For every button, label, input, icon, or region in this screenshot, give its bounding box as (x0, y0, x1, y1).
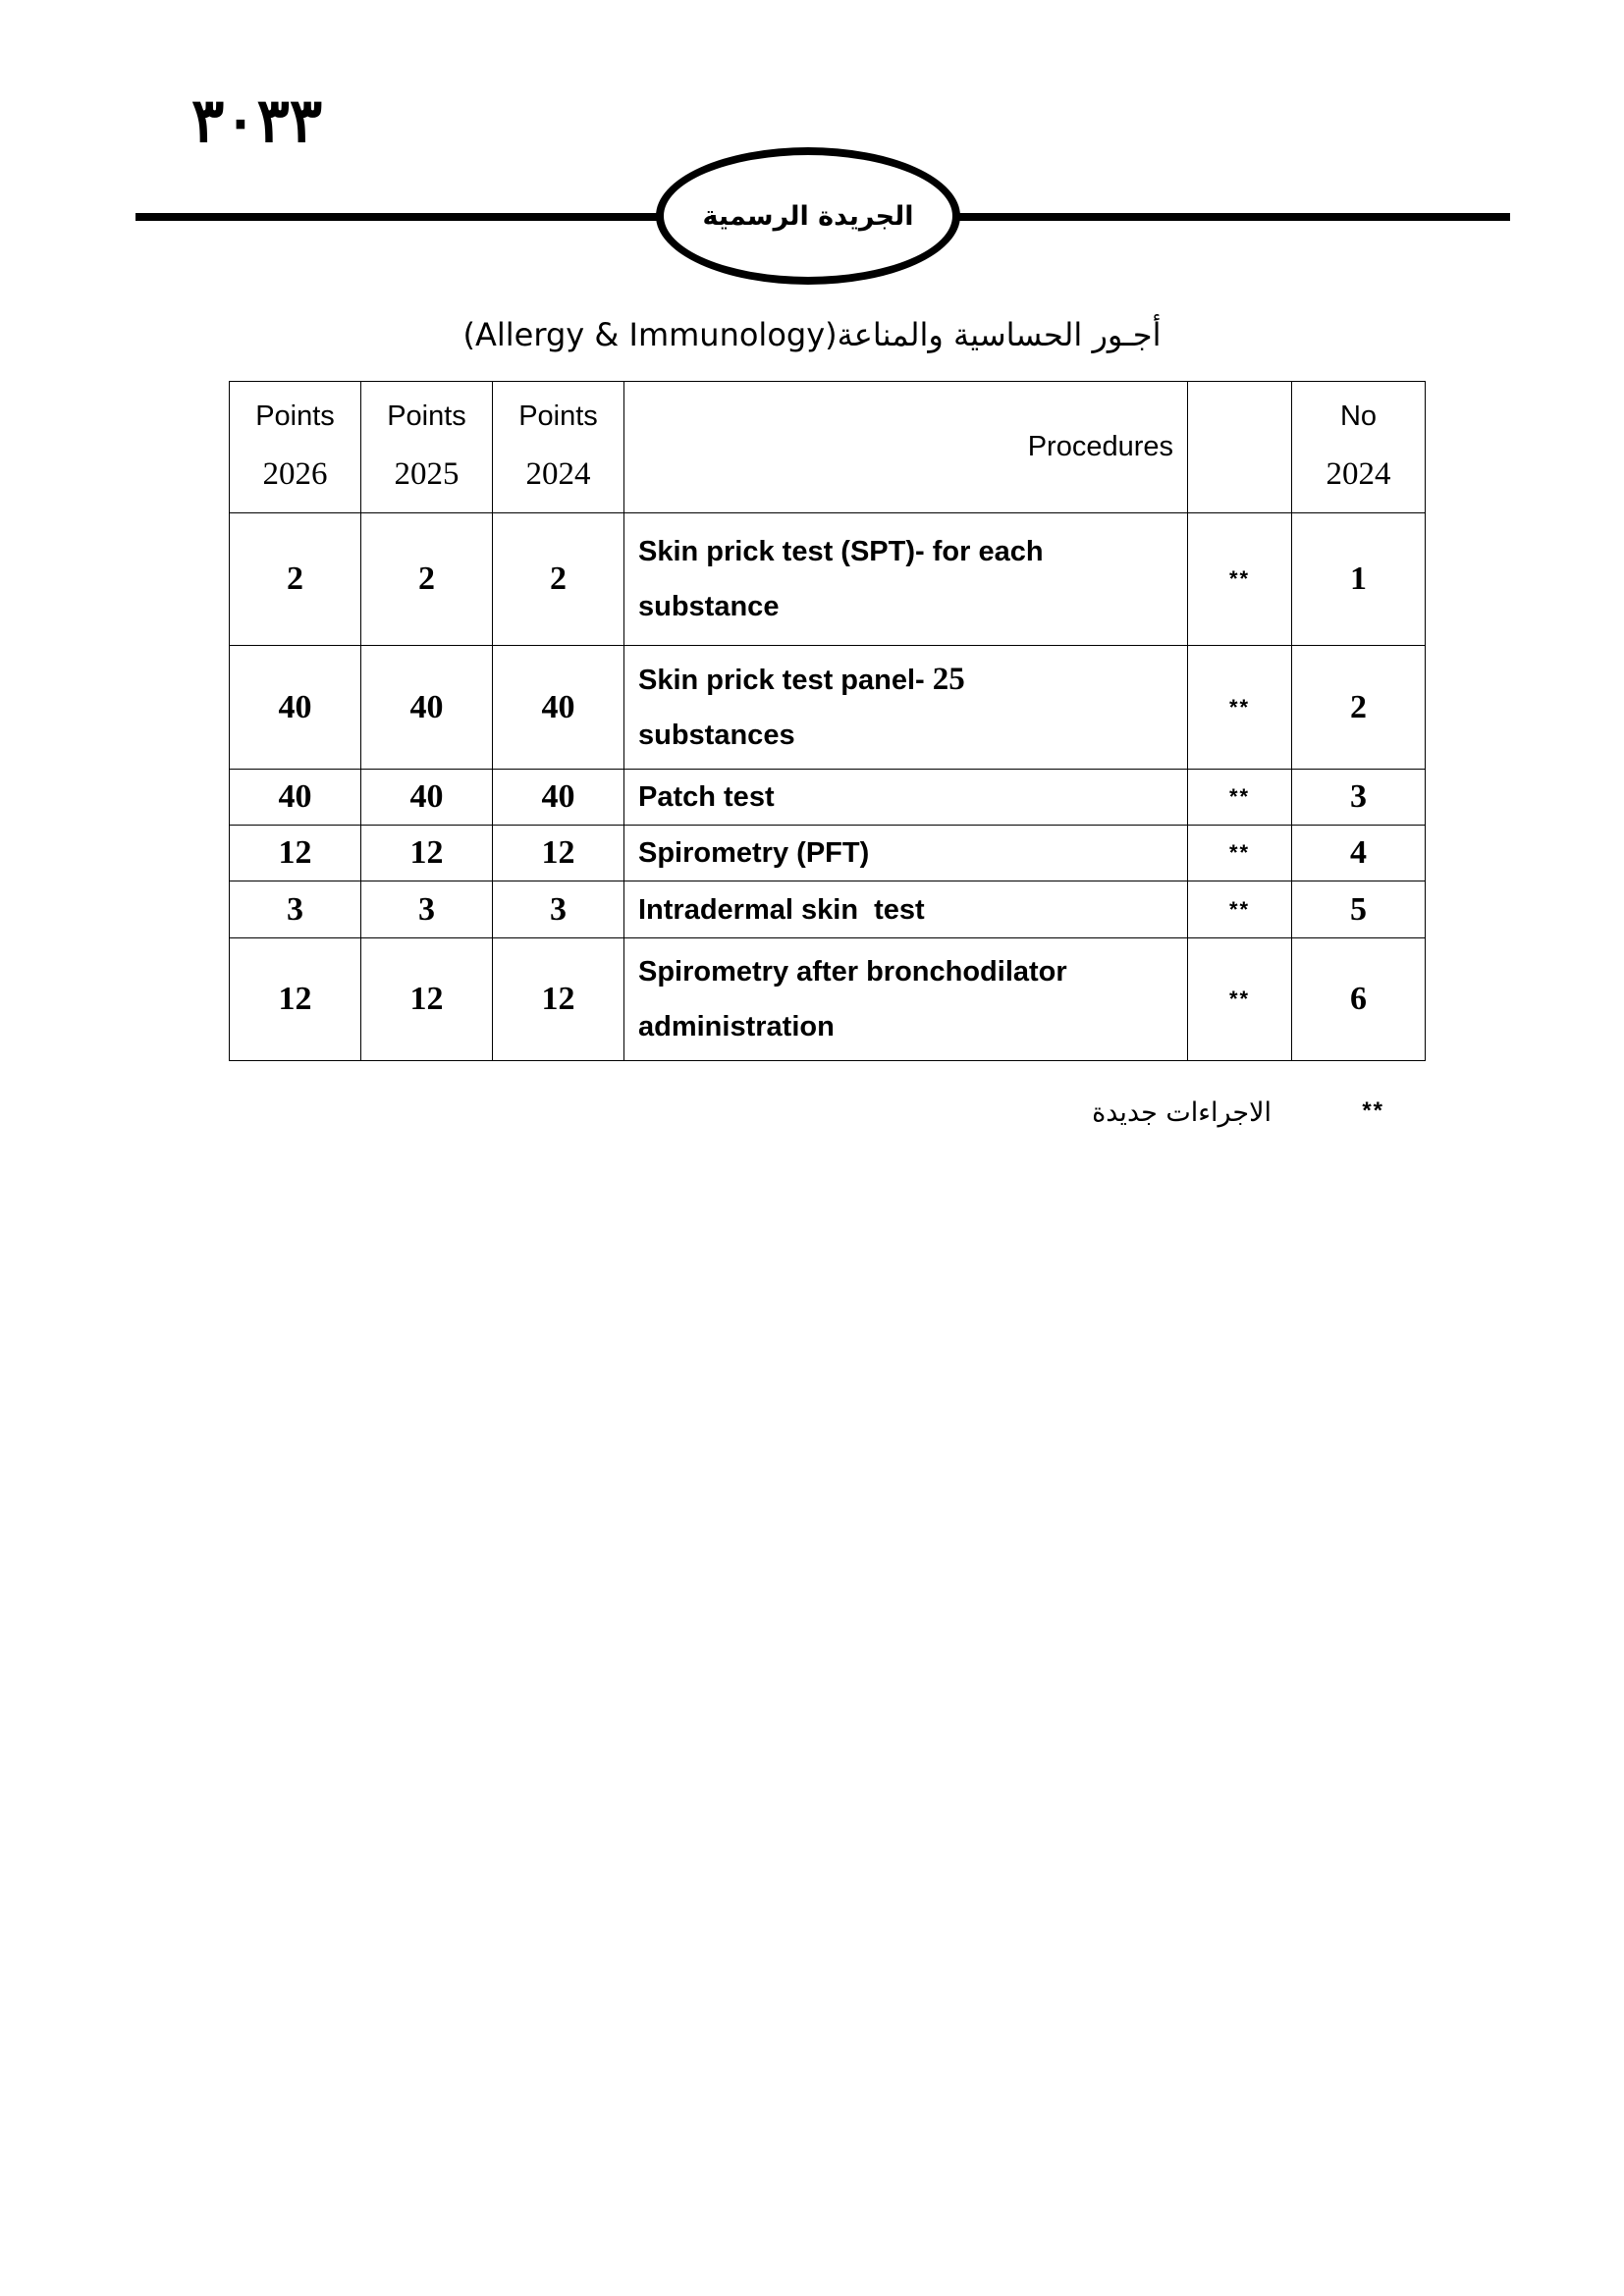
points-2024-cell: 3 (493, 881, 624, 938)
points-2025-cell: 2 (361, 513, 493, 646)
points-2024-cell: 40 (493, 646, 624, 770)
points-2026-cell: 40 (230, 646, 361, 770)
points-2025-cell: 3 (361, 881, 493, 938)
header-no-label: No (1339, 400, 1378, 432)
header-points-label: Points (518, 400, 598, 432)
header-points-2025 (361, 382, 493, 513)
header-procedures: Procedures (624, 382, 1188, 513)
header-year: 2024 (1326, 455, 1391, 492)
procedure-cell: Spirometry (PFT) (624, 826, 1188, 881)
points-2024-cell: 40 (493, 770, 624, 826)
points-2024-cell: 12 (493, 826, 624, 881)
points-2024-cell: 2 (493, 513, 624, 646)
table-row (230, 938, 1426, 1061)
new-marker-cell: ** (1188, 826, 1292, 881)
procedure-count: 25 (932, 662, 965, 697)
points-2026-cell: 40 (230, 770, 361, 826)
new-marker-cell: ** (1188, 770, 1292, 826)
new-marker-cell: ** (1188, 646, 1292, 770)
header-points-2026 (230, 382, 361, 513)
number-cell: 5 (1292, 881, 1426, 938)
new-marker-cell: ** (1188, 881, 1292, 938)
points-2025-cell: 12 (361, 826, 493, 881)
header-no (1292, 382, 1426, 513)
footnote-marker: ** (1362, 1097, 1384, 1124)
procedure-suffix: substances (638, 720, 795, 751)
procedure-cell: Skin prick test (SPT)- for each substance (624, 513, 1188, 646)
procedure-cell: Spirometry after bronchodilator administration (624, 938, 1188, 1061)
header-marker (1188, 382, 1292, 513)
procedure-cell (624, 646, 1188, 770)
number-cell: 1 (1292, 513, 1426, 646)
procedure-prefix: Skin prick test panel- (638, 665, 933, 696)
fees-table (229, 381, 1426, 1061)
table-row (230, 770, 1426, 826)
gazette-title: الجريدة الرسمية (702, 200, 914, 232)
points-2025-cell: 40 (361, 646, 493, 770)
points-2026-cell: 12 (230, 826, 361, 881)
page-number: ٣٠٣٣ (191, 84, 323, 156)
table-row (230, 826, 1426, 881)
points-2026-cell: 3 (230, 881, 361, 938)
table-row (230, 513, 1426, 646)
number-cell: 4 (1292, 826, 1426, 881)
points-2025-cell: 12 (361, 938, 493, 1061)
number-cell: 6 (1292, 938, 1426, 1061)
new-marker-cell: ** (1188, 938, 1292, 1061)
points-2026-cell: 2 (230, 513, 361, 646)
footnote-text: الاجراءات جديدة (1092, 1097, 1272, 1128)
section-title: أجـور الحساسية والمناعة(Allergy & Immunology) (462, 316, 1162, 353)
table-header-row (230, 382, 1426, 513)
table-row (230, 646, 1426, 770)
number-cell: 3 (1292, 770, 1426, 826)
header-points-2024 (493, 382, 624, 513)
points-2025-cell: 40 (361, 770, 493, 826)
procedure-cell: Patch test (624, 770, 1188, 826)
table-row (230, 881, 1426, 938)
header-points-label: Points (255, 400, 335, 432)
number-cell: 2 (1292, 646, 1426, 770)
header-year: 2026 (262, 455, 328, 492)
header-year: 2025 (394, 455, 460, 492)
new-marker-cell: ** (1188, 513, 1292, 646)
procedure-cell: Intradermal skin test (624, 881, 1188, 938)
header-year: 2024 (525, 455, 591, 492)
points-2026-cell: 12 (230, 938, 361, 1061)
points-2024-cell: 12 (493, 938, 624, 1061)
header-oval (656, 147, 960, 285)
header-points-label: Points (387, 400, 466, 432)
